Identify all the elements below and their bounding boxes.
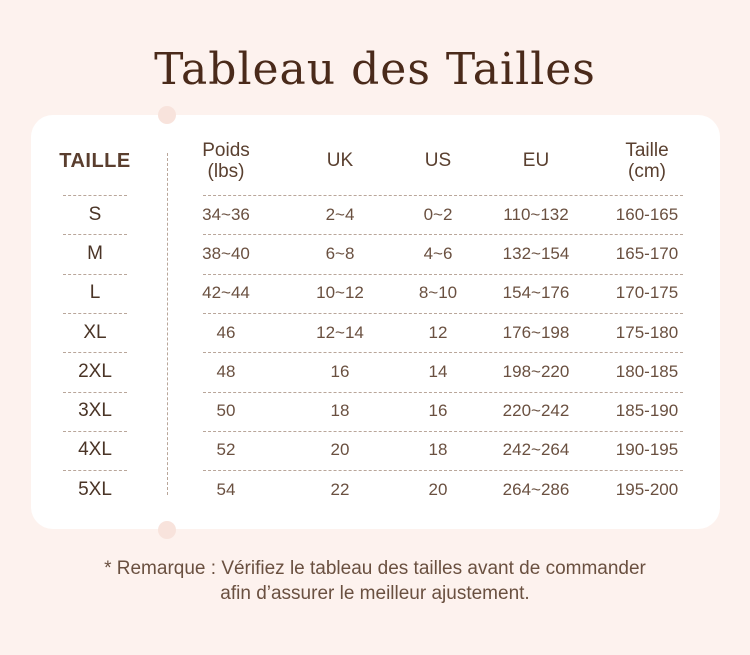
note-line-2: afin d’assurer le meilleur ajustement. xyxy=(220,583,530,604)
note-line-1: * Remarque : Vérifiez le tableau des tailles avant de commander xyxy=(104,558,646,579)
cell-uk: 18 xyxy=(330,401,350,420)
header-taille-cm-line1: Taille xyxy=(625,140,669,161)
row-divider-left xyxy=(63,392,127,393)
row-divider-left xyxy=(63,352,127,353)
header-us: US xyxy=(424,150,452,171)
size-label: 3XL xyxy=(78,400,112,421)
header-poids xyxy=(186,140,266,182)
cell-eu: 220~242 xyxy=(502,401,570,420)
size-label: M xyxy=(87,243,103,264)
row-divider-left xyxy=(63,274,127,275)
cell-poids: 42~44 xyxy=(202,283,250,302)
cell-poids: 54 xyxy=(216,480,236,499)
cell-uk: 2~4 xyxy=(325,205,355,224)
row-divider-right xyxy=(203,313,683,314)
cell-taille-cm: 195-200 xyxy=(615,480,679,499)
header-taille: TAILLE xyxy=(59,150,131,172)
cell-uk: 10~12 xyxy=(316,283,364,302)
row-divider-right xyxy=(203,470,683,471)
row-divider-right xyxy=(203,392,683,393)
row-divider-right xyxy=(203,352,683,353)
cell-uk: 22 xyxy=(330,480,350,499)
header-eu: EU xyxy=(522,150,550,171)
cell-eu: 242~264 xyxy=(502,440,570,459)
size-label: L xyxy=(89,282,101,303)
card-notch-bottom xyxy=(158,521,176,539)
header-poids-line2: (lbs) xyxy=(207,161,245,182)
cell-taille-cm: 160-165 xyxy=(615,205,679,224)
size-label: 5XL xyxy=(78,479,112,500)
cell-poids: 34~36 xyxy=(202,205,250,224)
header-poids-line1: Poids xyxy=(202,140,250,161)
cell-taille-cm: 190-195 xyxy=(615,440,679,459)
cell-poids: 46 xyxy=(216,323,236,342)
row-divider-left xyxy=(63,431,127,432)
row-divider-right xyxy=(203,195,683,196)
cell-us: 16 xyxy=(428,401,448,420)
size-label: 4XL xyxy=(78,439,112,460)
cell-eu: 176~198 xyxy=(502,323,570,342)
cell-taille-cm: 180-185 xyxy=(615,362,679,381)
header-taille-cm-line2: (cm) xyxy=(628,161,666,182)
cell-eu: 264~286 xyxy=(502,480,570,499)
cell-eu: 132~154 xyxy=(502,244,570,263)
cell-taille-cm: 175-180 xyxy=(615,323,679,342)
header-uk: UK xyxy=(326,150,354,171)
cell-poids: 38~40 xyxy=(202,244,250,263)
row-divider-right xyxy=(203,431,683,432)
cell-us: 20 xyxy=(428,480,448,499)
cell-uk: 12~14 xyxy=(316,323,364,342)
page-title: Tableau des Tailles xyxy=(154,44,596,95)
row-divider-right xyxy=(203,234,683,235)
cell-uk: 6~8 xyxy=(325,244,355,263)
row-divider-left xyxy=(63,234,127,235)
row-divider-left xyxy=(63,470,127,471)
cell-us: 8~10 xyxy=(418,283,458,302)
cell-poids: 50 xyxy=(216,401,236,420)
cell-us: 14 xyxy=(428,362,448,381)
header-taille-cm xyxy=(607,140,687,182)
size-label: S xyxy=(88,204,102,225)
cell-uk: 20 xyxy=(330,440,350,459)
row-divider-left xyxy=(63,195,127,196)
cell-taille-cm: 185-190 xyxy=(615,401,679,420)
size-label: 2XL xyxy=(78,361,112,382)
cell-taille-cm: 170-175 xyxy=(615,283,679,302)
cell-us: 12 xyxy=(428,323,448,342)
cell-poids: 48 xyxy=(216,362,236,381)
row-divider-left xyxy=(63,313,127,314)
cell-us: 18 xyxy=(428,440,448,459)
cell-us: 0~2 xyxy=(423,205,453,224)
cell-poids: 52 xyxy=(216,440,236,459)
cell-eu: 154~176 xyxy=(502,283,570,302)
column-divider xyxy=(167,153,168,495)
cell-eu: 110~132 xyxy=(503,205,569,224)
row-divider-right xyxy=(203,274,683,275)
cell-us: 4~6 xyxy=(423,244,453,263)
cell-eu: 198~220 xyxy=(502,362,570,381)
size-label: XL xyxy=(83,322,107,343)
cell-taille-cm: 165-170 xyxy=(615,244,679,263)
cell-uk: 16 xyxy=(330,362,350,381)
card-notch-top xyxy=(158,106,176,124)
